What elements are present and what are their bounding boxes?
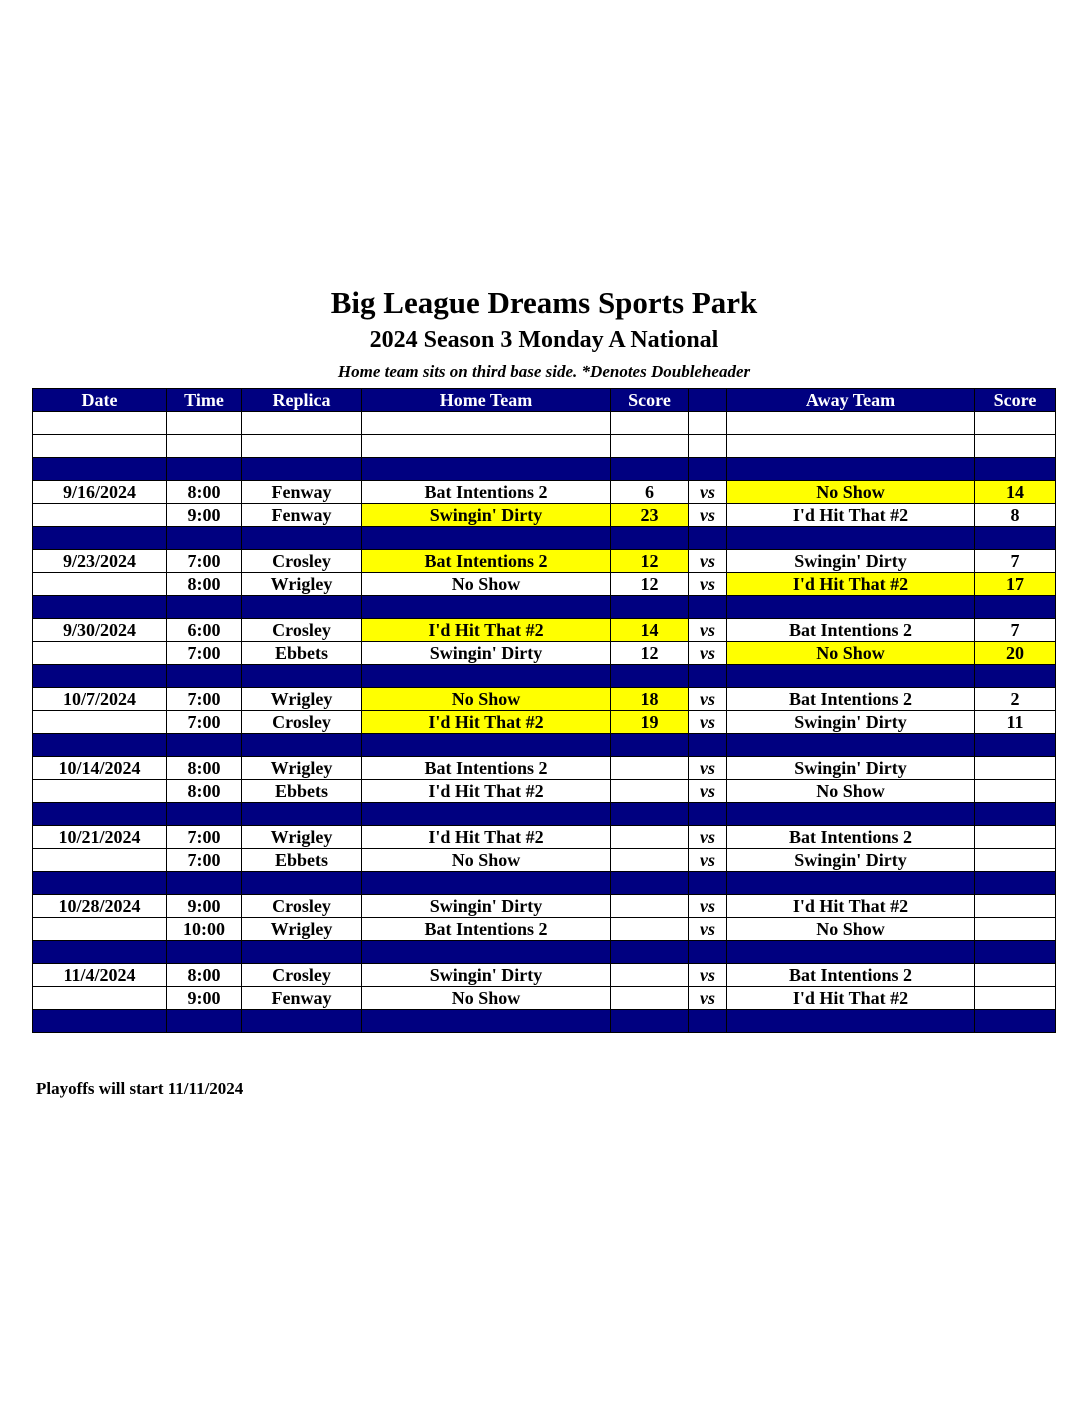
away-team-cell: Swingin' Dirty (727, 849, 975, 872)
home-team-cell (362, 872, 611, 895)
time-cell (167, 941, 242, 964)
week-separator-row (33, 665, 1056, 688)
home-team-cell: Bat Intentions 2 (362, 481, 611, 504)
away-score-cell (975, 596, 1056, 619)
game-row (33, 895, 1056, 918)
home-score-cell: 12 (611, 573, 689, 596)
time-cell: 8:00 (167, 964, 242, 987)
home-team-cell: I'd Hit That #2 (362, 780, 611, 803)
replica-cell (242, 665, 362, 688)
away-score-cell (975, 987, 1056, 1010)
home-score-cell (611, 918, 689, 941)
vs-cell: vs (689, 504, 727, 527)
header-away-score: Score (975, 389, 1056, 412)
game-row (33, 849, 1056, 872)
replica-cell (242, 872, 362, 895)
game-row (33, 688, 1056, 711)
date-cell (33, 412, 167, 435)
replica-cell: Ebbets (242, 780, 362, 803)
vs-cell (689, 412, 727, 435)
away-team-cell (727, 665, 975, 688)
game-row (33, 711, 1056, 734)
home-score-cell: 18 (611, 688, 689, 711)
home-score-cell (611, 458, 689, 481)
away-team-cell: No Show (727, 780, 975, 803)
replica-cell (242, 527, 362, 550)
replica-cell: Wrigley (242, 757, 362, 780)
header-replica: Replica (242, 389, 362, 412)
away-score-cell (975, 757, 1056, 780)
away-team-cell: No Show (727, 481, 975, 504)
time-cell: 7:00 (167, 711, 242, 734)
vs-cell: vs (689, 918, 727, 941)
time-cell: 8:00 (167, 481, 242, 504)
away-score-cell (975, 435, 1056, 458)
away-score-cell (975, 918, 1056, 941)
vs-cell (689, 941, 727, 964)
vs-cell (689, 527, 727, 550)
home-score-cell (611, 780, 689, 803)
header-row (33, 389, 1056, 412)
replica-cell: Crosley (242, 711, 362, 734)
away-team-cell (727, 458, 975, 481)
time-cell: 9:00 (167, 895, 242, 918)
home-team-cell: No Show (362, 849, 611, 872)
header-time: Time (167, 389, 242, 412)
away-score-cell (975, 734, 1056, 757)
away-score-cell (975, 458, 1056, 481)
home-team-cell: I'd Hit That #2 (362, 711, 611, 734)
time-cell (167, 527, 242, 550)
week-separator-row (33, 596, 1056, 619)
away-score-cell (975, 964, 1056, 987)
game-row (33, 619, 1056, 642)
home-score-cell (611, 964, 689, 987)
home-team-cell (362, 435, 611, 458)
replica-cell: Wrigley (242, 688, 362, 711)
away-team-cell (727, 803, 975, 826)
game-row (33, 550, 1056, 573)
home-team-cell: Swingin' Dirty (362, 504, 611, 527)
vs-cell: vs (689, 964, 727, 987)
time-cell: 6:00 (167, 619, 242, 642)
away-score-cell (975, 527, 1056, 550)
away-team-cell: No Show (727, 918, 975, 941)
replica-cell: Crosley (242, 550, 362, 573)
vs-cell: vs (689, 550, 727, 573)
date-cell (33, 1010, 167, 1033)
replica-cell (242, 803, 362, 826)
vs-cell: vs (689, 826, 727, 849)
vs-cell: vs (689, 619, 727, 642)
home-score-cell (611, 435, 689, 458)
date-cell (33, 734, 167, 757)
home-team-note: Home team sits on third base side. *Denotes Doubleheader (337, 362, 751, 381)
vs-cell: vs (689, 849, 727, 872)
date-cell (33, 665, 167, 688)
date-cell: 10/21/2024 (33, 826, 167, 849)
week-separator-row (33, 941, 1056, 964)
time-cell: 9:00 (167, 504, 242, 527)
time-cell (167, 803, 242, 826)
schedule-body (33, 412, 1056, 1033)
home-team-cell: Swingin' Dirty (362, 642, 611, 665)
home-score-cell (611, 941, 689, 964)
date-cell (33, 435, 167, 458)
away-team-cell: Swingin' Dirty (727, 757, 975, 780)
date-cell (33, 849, 167, 872)
replica-cell (242, 596, 362, 619)
away-team-cell: I'd Hit That #2 (727, 573, 975, 596)
away-score-cell: 7 (975, 619, 1056, 642)
home-team-cell (362, 1010, 611, 1033)
page-subtitle: 2024 Season 3 Monday A National (369, 327, 719, 353)
home-team-cell: Bat Intentions 2 (362, 550, 611, 573)
away-team-cell: Swingin' Dirty (727, 711, 975, 734)
replica-cell: Wrigley (242, 918, 362, 941)
home-score-cell (611, 527, 689, 550)
time-cell (167, 458, 242, 481)
home-score-cell (611, 849, 689, 872)
game-row (33, 780, 1056, 803)
time-cell (167, 435, 242, 458)
home-score-cell (611, 826, 689, 849)
home-team-cell (362, 458, 611, 481)
away-score-cell (975, 1010, 1056, 1033)
home-team-cell (362, 596, 611, 619)
replica-cell: Fenway (242, 504, 362, 527)
game-row (33, 826, 1056, 849)
replica-cell (242, 734, 362, 757)
replica-cell: Crosley (242, 964, 362, 987)
away-score-cell (975, 665, 1056, 688)
header-away-team: Away Team (727, 389, 975, 412)
away-team-cell: No Show (727, 642, 975, 665)
time-cell (167, 596, 242, 619)
away-team-cell: Bat Intentions 2 (727, 619, 975, 642)
time-cell (167, 872, 242, 895)
away-score-cell (975, 872, 1056, 895)
date-cell (33, 458, 167, 481)
home-team-cell: Bat Intentions 2 (362, 757, 611, 780)
time-cell: 7:00 (167, 550, 242, 573)
away-team-cell (727, 941, 975, 964)
away-team-cell (727, 1010, 975, 1033)
time-cell: 7:00 (167, 642, 242, 665)
week-separator-row (33, 734, 1056, 757)
vs-cell: vs (689, 757, 727, 780)
game-row (33, 918, 1056, 941)
header-home-score: Score (611, 389, 689, 412)
vs-cell: vs (689, 642, 727, 665)
home-score-cell: 23 (611, 504, 689, 527)
date-cell: 9/30/2024 (33, 619, 167, 642)
vs-cell (689, 596, 727, 619)
home-score-cell: 12 (611, 642, 689, 665)
time-cell: 10:00 (167, 918, 242, 941)
replica-cell: Ebbets (242, 849, 362, 872)
week-separator-row (33, 458, 1056, 481)
home-team-cell (362, 803, 611, 826)
away-team-cell: Swingin' Dirty (727, 550, 975, 573)
away-score-cell: 7 (975, 550, 1056, 573)
time-cell: 9:00 (167, 987, 242, 1010)
header-date: Date (33, 389, 167, 412)
replica-cell (242, 458, 362, 481)
time-cell: 8:00 (167, 780, 242, 803)
home-team-cell (362, 734, 611, 757)
date-cell (33, 780, 167, 803)
vs-cell: vs (689, 711, 727, 734)
away-score-cell: 8 (975, 504, 1056, 527)
away-team-cell (727, 412, 975, 435)
game-row (33, 573, 1056, 596)
away-score-cell (975, 412, 1056, 435)
date-cell (33, 872, 167, 895)
date-cell (33, 711, 167, 734)
away-team-cell (727, 527, 975, 550)
home-score-cell: 19 (611, 711, 689, 734)
vs-cell (689, 665, 727, 688)
vs-cell (689, 458, 727, 481)
date-cell (33, 642, 167, 665)
replica-cell: Crosley (242, 619, 362, 642)
home-score-cell (611, 734, 689, 757)
time-cell (167, 1010, 242, 1033)
time-cell: 7:00 (167, 688, 242, 711)
replica-cell: Wrigley (242, 826, 362, 849)
away-score-cell (975, 849, 1056, 872)
away-score-cell: 20 (975, 642, 1056, 665)
vs-cell (689, 734, 727, 757)
blank-row (33, 412, 1056, 435)
time-cell: 7:00 (167, 849, 242, 872)
time-cell (167, 734, 242, 757)
replica-cell (242, 941, 362, 964)
away-team-cell (727, 596, 975, 619)
date-cell (33, 918, 167, 941)
replica-cell (242, 1010, 362, 1033)
home-score-cell: 12 (611, 550, 689, 573)
away-score-cell (975, 826, 1056, 849)
away-team-cell: Bat Intentions 2 (727, 688, 975, 711)
date-cell (33, 504, 167, 527)
home-team-cell (362, 941, 611, 964)
game-row (33, 642, 1056, 665)
week-separator-row (33, 872, 1056, 895)
playoffs-note: Playoffs will start 11/11/2024 (36, 1079, 244, 1098)
game-row (33, 757, 1056, 780)
away-score-cell (975, 803, 1056, 826)
away-team-cell (727, 734, 975, 757)
page-title: Big League Dreams Sports Park (330, 285, 758, 320)
home-team-cell: No Show (362, 688, 611, 711)
home-score-cell: 6 (611, 481, 689, 504)
vs-cell (689, 803, 727, 826)
date-cell (33, 987, 167, 1010)
home-team-cell: Swingin' Dirty (362, 964, 611, 987)
date-cell: 10/7/2024 (33, 688, 167, 711)
vs-cell: vs (689, 780, 727, 803)
blank-row (33, 435, 1056, 458)
home-score-cell (611, 665, 689, 688)
schedule-table (32, 388, 1056, 1033)
home-team-cell: No Show (362, 987, 611, 1010)
game-row (33, 481, 1056, 504)
home-score-cell (611, 803, 689, 826)
away-team-cell (727, 435, 975, 458)
date-cell: 10/14/2024 (33, 757, 167, 780)
date-cell (33, 596, 167, 619)
home-score-cell (611, 596, 689, 619)
vs-cell (689, 435, 727, 458)
away-score-cell: 11 (975, 711, 1056, 734)
home-score-cell (611, 872, 689, 895)
away-team-cell: I'd Hit That #2 (727, 895, 975, 918)
week-separator-row (33, 1010, 1056, 1033)
game-row (33, 987, 1056, 1010)
week-separator-row (33, 527, 1056, 550)
time-cell (167, 665, 242, 688)
replica-cell (242, 435, 362, 458)
away-score-cell (975, 780, 1056, 803)
away-team-cell: Bat Intentions 2 (727, 826, 975, 849)
home-score-cell: 14 (611, 619, 689, 642)
header-home-team: Home Team (362, 389, 611, 412)
vs-cell: vs (689, 481, 727, 504)
home-score-cell (611, 412, 689, 435)
vs-cell: vs (689, 987, 727, 1010)
home-team-cell: No Show (362, 573, 611, 596)
replica-cell (242, 412, 362, 435)
home-team-cell: I'd Hit That #2 (362, 619, 611, 642)
game-row (33, 964, 1056, 987)
home-team-cell: Swingin' Dirty (362, 895, 611, 918)
date-cell: 9/16/2024 (33, 481, 167, 504)
date-cell (33, 941, 167, 964)
home-score-cell (611, 895, 689, 918)
away-team-cell: I'd Hit That #2 (727, 987, 975, 1010)
home-team-cell (362, 527, 611, 550)
away-score-cell (975, 895, 1056, 918)
date-cell (33, 573, 167, 596)
vs-cell: vs (689, 573, 727, 596)
game-row (33, 504, 1056, 527)
vs-cell (689, 872, 727, 895)
home-team-cell (362, 412, 611, 435)
date-cell (33, 527, 167, 550)
home-team-cell (362, 665, 611, 688)
away-team-cell (727, 872, 975, 895)
date-cell: 9/23/2024 (33, 550, 167, 573)
home-score-cell (611, 1010, 689, 1033)
home-score-cell (611, 987, 689, 1010)
date-cell: 11/4/2024 (33, 964, 167, 987)
vs-cell: vs (689, 688, 727, 711)
vs-cell: vs (689, 895, 727, 918)
date-cell (33, 803, 167, 826)
away-team-cell: Bat Intentions 2 (727, 964, 975, 987)
replica-cell: Fenway (242, 481, 362, 504)
time-cell (167, 412, 242, 435)
replica-cell: Wrigley (242, 573, 362, 596)
vs-cell (689, 1010, 727, 1033)
replica-cell: Ebbets (242, 642, 362, 665)
week-separator-row (33, 803, 1056, 826)
away-score-cell: 2 (975, 688, 1056, 711)
home-team-cell: I'd Hit That #2 (362, 826, 611, 849)
away-score-cell (975, 941, 1056, 964)
header-vs (689, 389, 727, 412)
date-cell: 10/28/2024 (33, 895, 167, 918)
replica-cell: Fenway (242, 987, 362, 1010)
home-score-cell (611, 757, 689, 780)
away-score-cell: 14 (975, 481, 1056, 504)
away-team-cell: I'd Hit That #2 (727, 504, 975, 527)
home-team-cell: Bat Intentions 2 (362, 918, 611, 941)
time-cell: 8:00 (167, 573, 242, 596)
replica-cell: Crosley (242, 895, 362, 918)
time-cell: 8:00 (167, 757, 242, 780)
time-cell: 7:00 (167, 826, 242, 849)
away-score-cell: 17 (975, 573, 1056, 596)
